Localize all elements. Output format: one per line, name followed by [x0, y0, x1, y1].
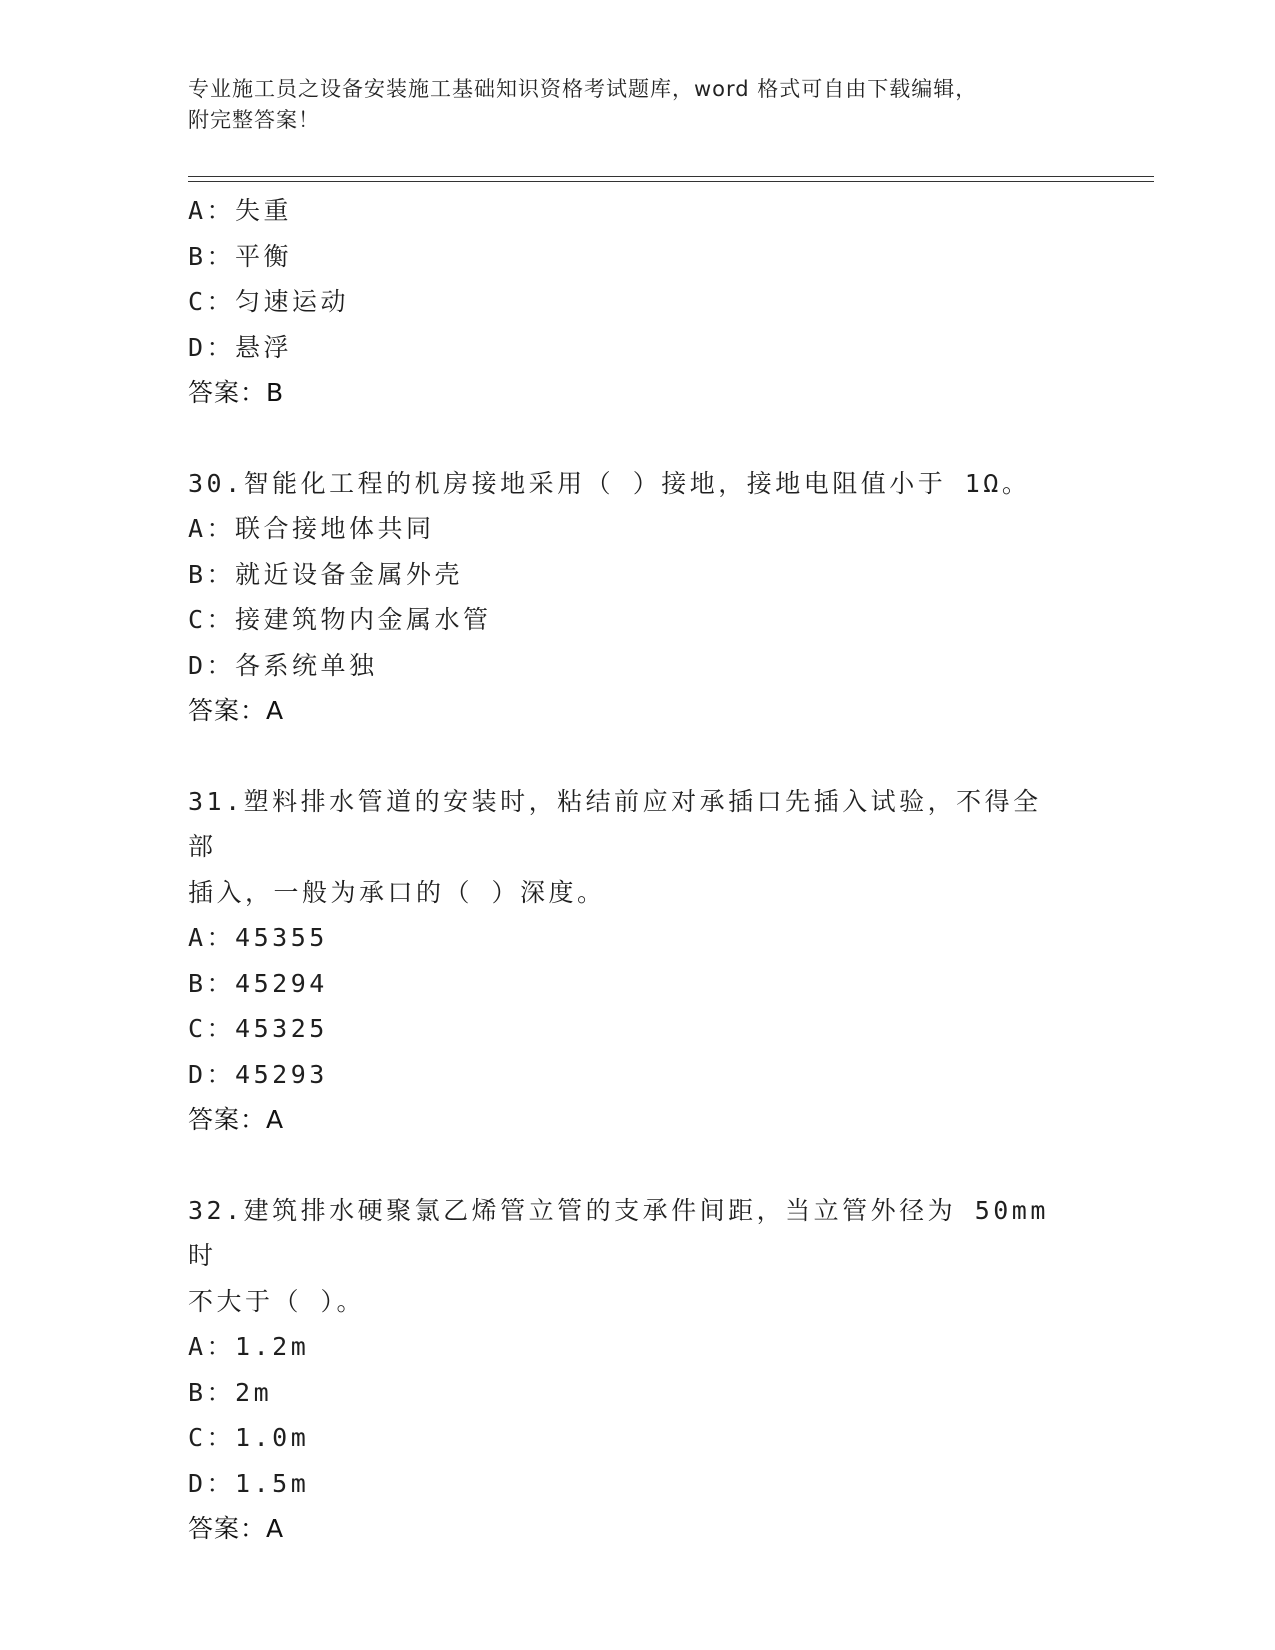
header-line-2: 附完整答案！ [188, 108, 320, 132]
option-a: A：1.2m [188, 1332, 310, 1361]
option-c: C：45325 [188, 1014, 328, 1043]
spacer [188, 416, 1108, 461]
answer-line: 答案：A [188, 696, 285, 725]
spacer [188, 1143, 1108, 1188]
question-32 [188, 1188, 1108, 1552]
option-d: D：1.5m [188, 1468, 310, 1498]
question-stem-line: 30.智能化工程的机房接地采用（ ）接地，接地电阻值小于 1Ω。 [188, 468, 1031, 498]
question-31 [188, 779, 1108, 1143]
question-stem-line: 不大于（ ）。 [188, 1286, 366, 1316]
answer-line: 答案：A [188, 1105, 285, 1134]
answer-line: 答案：B [188, 378, 285, 407]
option-c: C：匀速运动 [188, 287, 350, 316]
option-d: D：各系统单独 [188, 650, 378, 680]
option-b: B：就近设备金属外壳 [188, 559, 464, 589]
option-d: D：悬浮 [188, 332, 293, 362]
question-stem-line: 31.塑料排水管道的安装时，粘结前应对承插口先插入试验，不得全部 [188, 786, 1042, 861]
option-c: C：1.0m [188, 1423, 310, 1452]
option-a: A：45355 [188, 923, 328, 952]
question-stem-line: 插入，一般为承口的（ ）深度。 [188, 877, 606, 907]
question-30 [188, 461, 1108, 734]
option-c: C：接建筑物内金属水管 [188, 605, 492, 634]
header-line-1: 专业施工员之设备安装施工基础知识资格考试题库，word 格式可自由下载编辑， [188, 77, 978, 101]
option-a: A：失重 [188, 196, 293, 225]
option-b: B：2m [188, 1377, 273, 1407]
spacer [188, 734, 1108, 779]
document-header [188, 74, 1088, 136]
option-d: D：45293 [188, 1059, 328, 1089]
option-b: B：平衡 [188, 241, 293, 271]
header-divider-bottom [188, 181, 1154, 182]
question-stem-line: 32.建筑排水硬聚氯乙烯管立管的支承件间距，当立管外径为 50mm 时 [188, 1195, 1068, 1270]
option-a: A：联合接地体共同 [188, 514, 435, 543]
header-divider-top [188, 176, 1154, 177]
option-b: B：45294 [188, 968, 328, 998]
question-list [188, 188, 1108, 1552]
question-29 [188, 188, 1108, 416]
answer-line: 答案：A [188, 1514, 285, 1543]
